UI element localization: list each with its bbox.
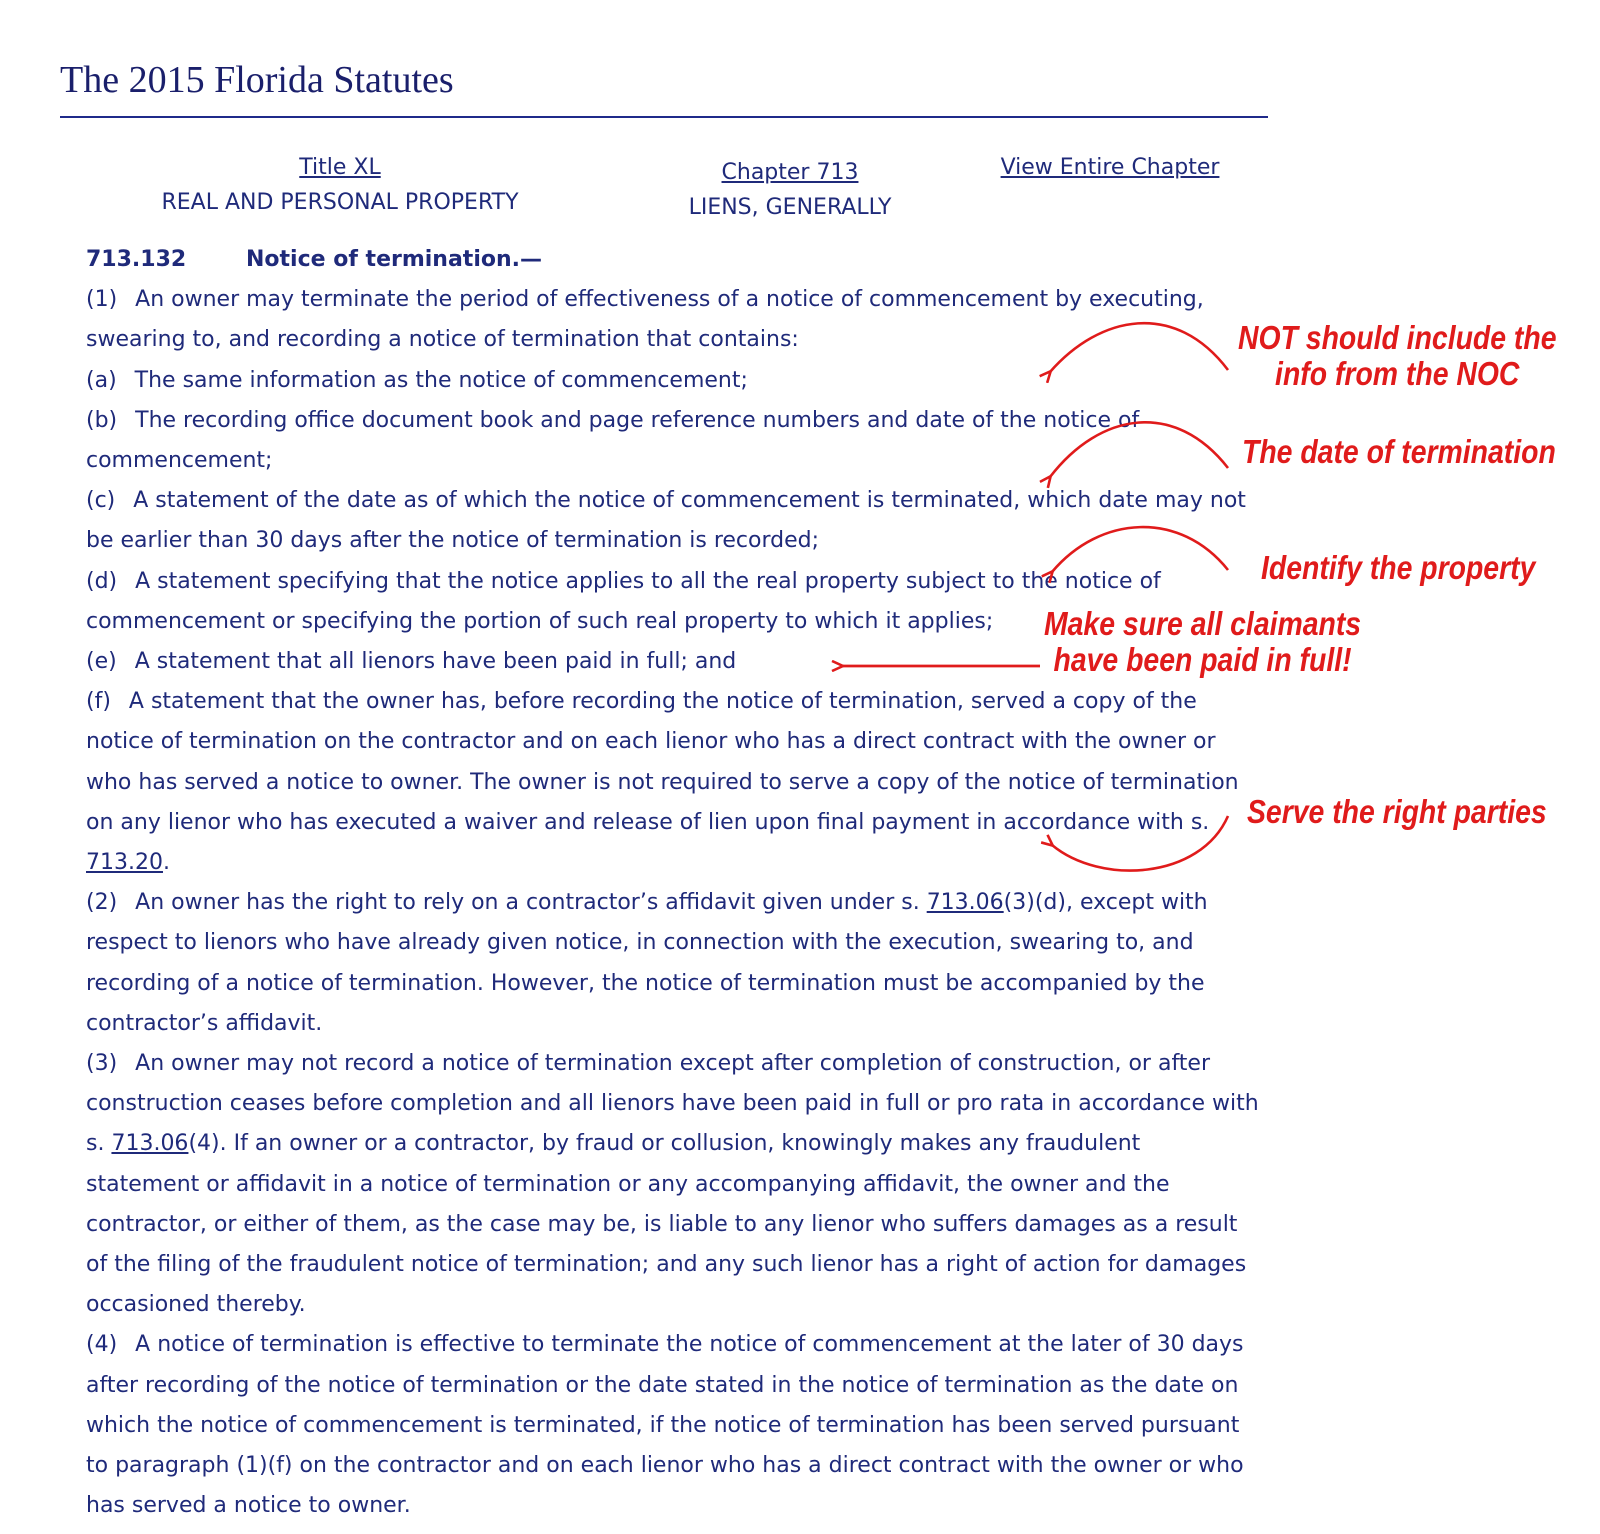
- annotation-note-1: [1238, 320, 1556, 392]
- paragraph-label: (2): [86, 890, 118, 916]
- statute-link-713-06[interactable]: 713.06: [926, 890, 1004, 916]
- paragraph-4: [60, 1325, 1260, 1526]
- paragraph-text: A statement that the owner has, before recording the notice of termination, served a copy of the notice of termination on the contractor and on each lienor who has a direct contract with the owner or who has served a notice to owner. The owner is not required to serve a copy of the notice of termination on any lienor who has executed a waiver and release of lien upon final payment in accordance with s.: [86, 689, 1239, 835]
- paragraph-text-end: .: [162, 850, 170, 876]
- section-number: 713.132: [86, 247, 187, 272]
- annotation-note-5: Serve the right parties: [1247, 793, 1547, 830]
- paragraph-label: (e): [86, 649, 117, 675]
- chapter-link[interactable]: Chapter 713: [721, 160, 859, 185]
- paragraph-3: [60, 1044, 1260, 1325]
- title-nav: [120, 155, 560, 215]
- paragraph-text: A statement specifying that the notice applies to all the real property subject to the notice of commencement or specifying the portion of such real property to which it applies;: [86, 568, 1161, 634]
- paragraph-1a: [60, 361, 1260, 401]
- paragraph-label: (f): [86, 689, 111, 715]
- annotation-text: NOT should include the: [1238, 319, 1557, 356]
- paragraph-2: [60, 883, 1260, 1044]
- annotation-note-2: The date of termination: [1242, 433, 1556, 470]
- paragraph-text: An owner may not record a notice of termination except after completion of construction, or after construction ceases before completion and all lienors have been paid in full or pro rata in accordance with s.: [86, 1051, 1259, 1157]
- section-title: Notice of termination.—: [246, 247, 543, 272]
- paragraph-text: The recording office document book and page reference numbers and date of the notice of commencement;: [86, 407, 1140, 474]
- annotation-note-3: Identify the property: [1261, 549, 1536, 586]
- paragraph-text: A notice of termination is effective to terminate the notice of commencement at the later of 30 days after recording of the notice of termination or the date stated in the notice of termination as the date on which the notice of commencement is terminated, if the notice of termination has been served pursuant to paragraph (1)(f) on the contractor and on each lienor who has a direct contract with the owner or who has served a notice to owner.: [86, 1332, 1244, 1519]
- paragraph-1c: [60, 481, 1260, 561]
- view-entire-chapter-link[interactable]: View Entire Chapter: [1000, 155, 1220, 180]
- paragraph-1b: [60, 401, 1260, 481]
- section-heading: [60, 240, 1260, 280]
- paragraph-label: (4): [86, 1332, 118, 1358]
- page-title: The 2015 Florida Statutes: [60, 58, 1268, 118]
- statute-body: [60, 240, 1260, 1527]
- chapter-subtitle: LIENS, GENERALLY: [688, 195, 892, 220]
- paragraph-label: (a): [86, 367, 117, 393]
- annotation-text: have been paid in full!: [1053, 641, 1352, 678]
- paragraph-text: An owner has the right to rely on a contractor’s affidavit given under s.: [135, 890, 927, 916]
- paragraph-label: (d): [86, 568, 118, 594]
- paragraph-label: (c): [86, 488, 116, 514]
- paragraph-label: (1): [86, 287, 118, 313]
- paragraph-label: (b): [86, 407, 118, 433]
- annotation-text: Make sure all claimants: [1044, 605, 1362, 642]
- view-chapter-nav: [980, 155, 1240, 180]
- statute-link-713-06[interactable]: 713.06: [111, 1131, 189, 1157]
- paragraph-text-end: (3)(d), except with respect to lienors who have already given notice, in connection with the execution, swearing to, and recording of a notice of termination. However, the notice of termination must be accompanied by the contractor’s affidavit.: [86, 890, 1208, 1036]
- paragraph-text: The same information as the notice of commencement;: [134, 367, 748, 393]
- annotation-text: info from the NOC: [1275, 355, 1520, 392]
- annotation-note-4: [1044, 606, 1361, 678]
- paragraph-1f: [60, 682, 1260, 883]
- paragraph-text: An owner may terminate the period of effectiveness of a notice of commencement by executing, swearing to, and recording a notice of termination that contains:: [86, 287, 1204, 353]
- paragraph-text: A statement that all lienors have been paid in full; and: [134, 649, 737, 675]
- paragraph-label: (3): [86, 1051, 118, 1077]
- title-link[interactable]: Title XL: [299, 155, 381, 180]
- paragraph-text-end: (4). If an owner or a contractor, by fraud or collusion, knowingly makes any fraudulent statement or affidavit in a notice of termination or any accompanying affidavit, the owner and the contractor, or either of them, as the case may be, is liable to any lienor who suffers damages as a result of the filing of the fraudulent notice of termination; and any such lienor has a right of action for damages occasioned thereby.: [86, 1131, 1247, 1318]
- paragraph-text: A statement of the date as of which the notice of commencement is terminated, which date may not be earlier than 30 days after the notice of termination is recorded;: [86, 488, 1246, 554]
- paragraph-1: [60, 280, 1260, 360]
- title-subtitle: REAL AND PERSONAL PROPERTY: [161, 190, 519, 215]
- chapter-nav: [640, 160, 940, 220]
- statute-link-713-20[interactable]: 713.20: [86, 850, 163, 876]
